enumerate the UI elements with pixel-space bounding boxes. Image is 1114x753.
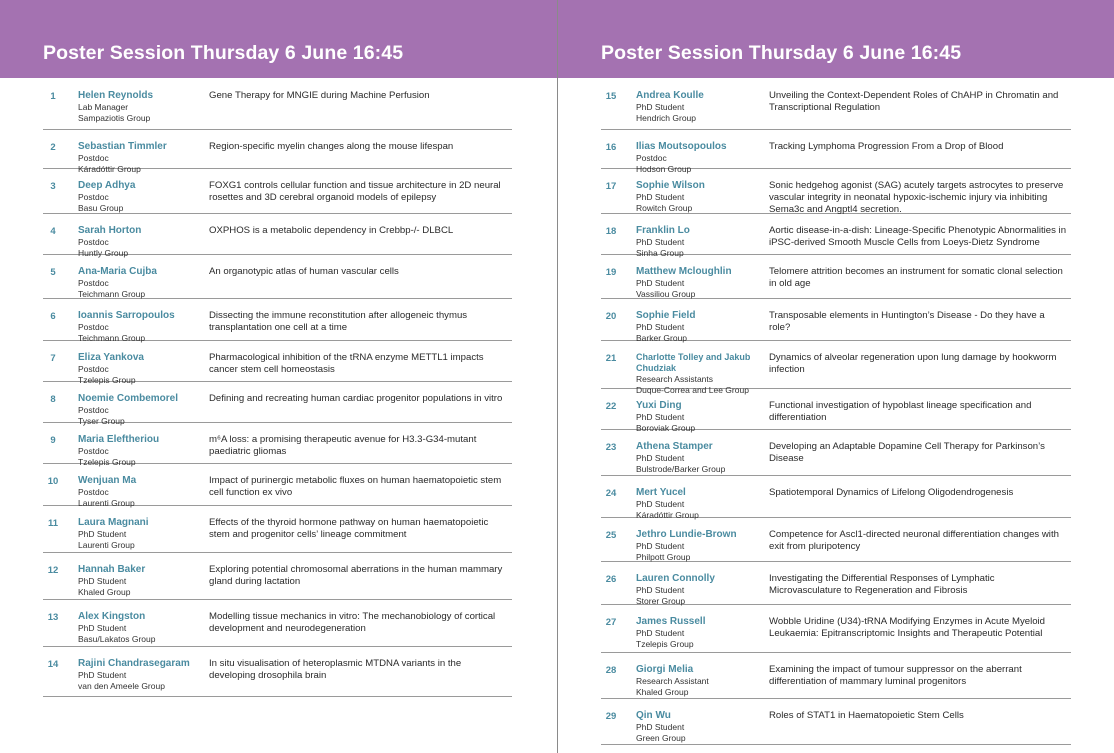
presenter-name: Yuxi Ding xyxy=(636,400,682,411)
poster-title: Aortic disease-in-a-dish: Lineage-Specific Phenotypic Abnormalities in iPSC-derived Smooth Muscle Cells from Loeys-Dietz Syndrome xyxy=(769,225,1067,248)
poster-number: 27 xyxy=(605,617,617,628)
presenter xyxy=(636,266,764,300)
poster-title: Roles of STAT1 in Haematopoietic Stem Cells xyxy=(769,710,964,721)
poster-number: 13 xyxy=(47,612,59,623)
poster-row xyxy=(43,213,512,258)
presenter-name: Ioannis Sarropoulos xyxy=(78,310,175,321)
poster-row xyxy=(601,298,1071,341)
poster-title: Defining and recreating human cardiac progenitor populations in vitro xyxy=(209,393,503,404)
presenter-group: Vassiliou Group xyxy=(636,289,696,299)
presenter xyxy=(636,310,764,344)
presenter-group: Laurenti Group xyxy=(78,498,135,508)
presenter xyxy=(78,564,206,598)
poster-title: Competence for Ascl1-directed neuronal differentiation changes with exit from pluripotency xyxy=(769,529,1059,552)
presenter-name: Hannah Baker xyxy=(78,564,146,575)
presenter-name: Ana-Maria Cujba xyxy=(78,266,157,277)
poster-number: 28 xyxy=(605,665,617,676)
presenter xyxy=(636,441,764,475)
presenter-role: Research Assistants xyxy=(636,374,714,384)
poster-number: 20 xyxy=(605,311,617,322)
poster-title: Examining the impact of tumour suppressor on the aberrant differentiation of mammary luminal progenitors xyxy=(769,664,1022,687)
presenter-name: James Russell xyxy=(636,616,706,627)
presenter-name: Giorgi Melia xyxy=(636,664,694,675)
presenter xyxy=(636,710,764,744)
presenter-role: PhD Student xyxy=(78,576,127,586)
presenter xyxy=(78,611,206,645)
presenter-name: Alex Kingston xyxy=(78,611,146,622)
poster-row xyxy=(43,646,512,697)
presenter-role: Postdoc xyxy=(78,153,109,163)
presenter-group: Sinha Group xyxy=(636,248,684,258)
presenter xyxy=(78,658,206,692)
poster-number: 16 xyxy=(605,142,617,153)
poster-number: 19 xyxy=(605,267,617,278)
presenter-role: PhD Student xyxy=(636,322,685,332)
presenter-role: Postdoc xyxy=(78,237,109,247)
poster-number: 10 xyxy=(47,476,59,487)
poster-number: 7 xyxy=(50,353,56,364)
presenter-name: Sophie Field xyxy=(636,310,696,321)
presenter-group: Boroviak Group xyxy=(636,423,696,433)
page-title: Poster Session Thursday 6 June 16:45 xyxy=(601,42,962,64)
poster-number: 21 xyxy=(605,353,617,364)
presenter-name: Mert Yucel xyxy=(636,487,686,498)
presenter xyxy=(78,266,206,300)
poster-title: Pharmacological inhibition of the tRNA enzyme METTL1 impacts cancer stem cell homeostasis xyxy=(209,352,484,375)
poster-title: In situ visualisation of heteroplasmic MTDNA variants in the developing drosophila brain xyxy=(209,658,462,681)
poster-row xyxy=(601,429,1071,476)
poster-title: Exploring potential chromosomal aberrations in the human mammary gland during lactation xyxy=(209,564,503,587)
poster-title: Impact of purinergic metabolic fluxes on human haematopoietic stem cell function ex vivo xyxy=(209,475,502,498)
presenter-name: Sarah Horton xyxy=(78,225,142,236)
presenter-group: Storer Group xyxy=(636,596,686,606)
presenter-role: PhD Student xyxy=(636,237,685,247)
presenter-group: van den Ameele Group xyxy=(78,681,165,691)
presenter xyxy=(78,310,206,344)
poster-title: An organotypic atlas of human vascular cells xyxy=(209,266,399,277)
poster-number: 25 xyxy=(605,530,617,541)
presenter-name: Maria Eleftheriou xyxy=(78,434,160,445)
presenter-role: PhD Student xyxy=(636,585,685,595)
presenter xyxy=(636,90,764,124)
poster-title: Modelling tissue mechanics in vitro: The mechanobiology of cortical development and neurodegeneration xyxy=(209,611,496,634)
presenter-role: PhD Student xyxy=(636,541,685,551)
presenter-name: Helen Reynolds xyxy=(78,90,154,101)
presenter-role: PhD Student xyxy=(636,628,685,638)
poster-title: FOXG1 controls cellular function and tissue architecture in 2D neural rosettes and 3D cerebral organoid models of epilepsy xyxy=(209,180,501,203)
presenter-role: Research Assistant xyxy=(636,676,709,686)
header-banner xyxy=(558,0,1114,78)
presenter-group: Basu/Lakatos Group xyxy=(78,634,156,644)
poster-row xyxy=(601,168,1071,214)
poster-number: 23 xyxy=(605,442,617,453)
presenter-group: Khaled Group xyxy=(636,687,689,697)
poster-title: Sonic hedgehog agonist (SAG) acutely targets astrocytes to preserve vascular integrity in neonatal hypoxic-ischemic injury via inhibiting Sema3c and Angptl4 secretion. xyxy=(769,180,1064,215)
poster-row xyxy=(601,604,1071,653)
presenter xyxy=(636,573,764,607)
presenter-name: Wenjuan Ma xyxy=(78,475,137,486)
presenter-group: Philpott Group xyxy=(636,552,691,562)
presenter-name: Jethro Lundie-Brown xyxy=(636,529,737,540)
presenter-role: PhD Student xyxy=(636,412,685,422)
presenter-role: Postdoc xyxy=(78,322,109,332)
poster-number: 24 xyxy=(605,488,617,499)
presenter-group: Sampaziotis Group xyxy=(78,113,151,123)
poster-row xyxy=(43,552,512,600)
presenter-name: Matthew Mcloughlin xyxy=(636,266,732,277)
poster-row xyxy=(601,213,1071,258)
presenter-group: Hendrich Group xyxy=(636,113,697,123)
presenter-group: Tyser Group xyxy=(78,416,125,426)
poster-title: Dynamics of alveolar regeneration upon lung damage by hookworm infection xyxy=(769,352,1057,375)
poster-row xyxy=(601,475,1071,518)
presenter-group: Khaled Group xyxy=(78,587,131,597)
poster-title: Transposable elements in Huntington’s Disease - Do they have a role? xyxy=(769,310,1045,333)
poster-title: Investigating the Differential Responses of Lymphatic Microvasculature to Regeneration and Fibrosis xyxy=(769,573,995,596)
poster-number: 14 xyxy=(47,659,59,670)
header-banner xyxy=(0,0,557,78)
presenter-group: Tzelepis Group xyxy=(78,375,136,385)
poster-row xyxy=(43,340,512,385)
presenter-role: PhD Student xyxy=(636,192,685,202)
poster-number: 9 xyxy=(50,435,56,446)
presenter-role: PhD Student xyxy=(636,278,685,288)
presenter-name: Qin Wu xyxy=(636,710,671,721)
presenter-group: Teichmann Group xyxy=(78,333,146,343)
presenter-group: Green Group xyxy=(636,733,686,743)
presenter-name: Lauren Connolly xyxy=(636,573,715,584)
poster-row xyxy=(601,652,1071,699)
poster-row xyxy=(43,505,512,553)
poster-title: Wobble Uridine (U34)-tRNA Modifying Enzymes in Acute Myeloid Leukaemia: Epitranscriptomic Insights and Therapeutic Potential xyxy=(769,616,1046,639)
poster-number: 3 xyxy=(50,181,56,192)
presenter-role: PhD Student xyxy=(78,670,127,680)
poster-title: Functional investigation of hypoblast lineage specification and differentiation xyxy=(769,400,1032,423)
poster-row xyxy=(43,168,512,214)
poster-number: 8 xyxy=(50,394,56,405)
presenter-role: PhD Student xyxy=(78,623,127,633)
presenter-name: Andrea Koulle xyxy=(636,90,704,101)
presenter-role: Postdoc xyxy=(78,278,109,288)
presenter-role: Lab Manager xyxy=(78,102,129,112)
poster-title: Tracking Lymphoma Progression From a Drop of Blood xyxy=(769,141,1004,152)
poster-number: 6 xyxy=(50,311,56,322)
poster-row xyxy=(601,561,1071,605)
presenter-role: Postdoc xyxy=(78,405,109,415)
poster-number: 22 xyxy=(605,401,617,412)
poster-row xyxy=(601,78,1071,130)
poster-title: Dissecting the immune reconstitution after allogeneic thymus transplantation one cell at a time xyxy=(209,310,468,333)
presenter-name: Deep Adhya xyxy=(78,180,136,191)
poster-row xyxy=(601,340,1071,395)
presenter xyxy=(78,475,206,509)
poster-number: 29 xyxy=(605,711,617,722)
presenter-role: PhD Student xyxy=(636,453,685,463)
presenter-name: Eliza Yankova xyxy=(78,352,144,363)
presenter-group: Teichmann Group xyxy=(78,289,146,299)
poster-number: 11 xyxy=(47,518,59,529)
presenter-group: Laurenti Group xyxy=(78,540,135,550)
presenter-role: Postdoc xyxy=(78,192,109,202)
poster-number: 2 xyxy=(50,142,56,153)
presenter-name: Laura Magnani xyxy=(78,517,149,528)
presenter xyxy=(78,90,206,124)
presenter-group: Tzelepis Group xyxy=(636,639,694,649)
poster-row xyxy=(601,698,1071,745)
presenter xyxy=(636,664,764,698)
presenter-group: Huntly Group xyxy=(78,248,129,258)
poster-title: m⁶A loss: a promising therapeutic avenue for H3.3-G34-mutant paediatric gliomas xyxy=(209,434,477,457)
presenter-name: Ilias Moutsopoulos xyxy=(636,141,727,152)
poster-title: Telomere attrition becomes an instrument for somatic clonal selection in old age xyxy=(769,266,1063,289)
presenter-name: Sebastian Timmler xyxy=(78,141,167,152)
presenter-group: Káradóttir Group xyxy=(78,164,141,174)
presenter-group: Barker Group xyxy=(636,333,688,343)
poster-row xyxy=(43,381,512,426)
poster-row xyxy=(43,78,512,130)
presenter-group: Basu Group xyxy=(78,203,124,213)
poster-row xyxy=(601,254,1071,299)
presenter-group: Rowitch Group xyxy=(636,203,693,213)
poster-number: 17 xyxy=(605,181,617,192)
presenter-name: Noemie Combemorel xyxy=(78,393,179,404)
poster-row xyxy=(43,422,512,467)
poster-title: Unveiling the Context-Dependent Roles of ChAHP in Chromatin and Transcriptional Regulation xyxy=(769,90,1059,113)
presenter-group: Duque-Correa and Lee Group xyxy=(636,385,749,395)
poster-row xyxy=(43,463,512,506)
poster-row xyxy=(43,599,512,647)
poster-row xyxy=(43,298,512,341)
presenter-role: Postdoc xyxy=(78,364,109,374)
poster-row xyxy=(43,254,512,299)
presenter-role: Postdoc xyxy=(636,153,667,163)
presenter-role: PhD Student xyxy=(636,102,685,112)
page-title: Poster Session Thursday 6 June 16:45 xyxy=(43,42,404,64)
poster-title: Gene Therapy for MNGIE during Machine Perfusion xyxy=(209,90,430,101)
presenter-group: Káradóttir Group xyxy=(636,510,699,520)
poster-title: Region-specific myelin changes along the mouse lifespan xyxy=(209,141,454,152)
presenter-group: Bulstrode/Barker Group xyxy=(636,464,726,474)
poster-number: 18 xyxy=(605,226,617,237)
poster-number: 26 xyxy=(605,574,617,585)
poster-title: Spatiotemporal Dynamics of Lifelong Oligodendrogenesis xyxy=(769,487,1014,498)
presenter-name: Charlotte Tolley and Jakub Chudziak xyxy=(636,352,751,373)
presenter-role: PhD Student xyxy=(78,529,127,539)
poster-number: 12 xyxy=(47,565,59,576)
poster-row xyxy=(43,129,512,174)
poster-title: OXPHOS is a metabolic dependency in Crebbp-/- DLBCL xyxy=(209,225,454,236)
poster-number: 15 xyxy=(605,91,617,102)
poster-row xyxy=(601,388,1071,433)
presenter-name: Sophie Wilson xyxy=(636,180,705,191)
poster-number: 1 xyxy=(50,91,56,102)
poster-title: Effects of the thyroid hormone pathway on human haematopoietic stem and progenitor cells’ lineage commitment xyxy=(209,517,489,540)
presenter xyxy=(636,616,764,650)
poster-number: 4 xyxy=(50,226,56,237)
presenter xyxy=(636,529,764,563)
presenter xyxy=(636,487,764,521)
presenter-group: Tzelepis Group xyxy=(78,457,136,467)
presenter-name: Rajini Chandrasegaram xyxy=(78,658,190,669)
poster-number: 5 xyxy=(50,267,56,278)
presenter-role: Postdoc xyxy=(78,446,109,456)
presenter-name: Athena Stamper xyxy=(636,441,713,452)
poster-row xyxy=(601,517,1071,562)
presenter-role: PhD Student xyxy=(636,499,685,509)
presenter xyxy=(78,517,206,551)
presenter xyxy=(636,180,764,214)
right-page xyxy=(558,0,1114,753)
presenter-role: PhD Student xyxy=(636,722,685,732)
poster-title: Developing an Adaptable Dopamine Cell Therapy for Parkinson’s Disease xyxy=(769,441,1045,464)
presenter-group: Hodson Group xyxy=(636,164,692,174)
poster-row xyxy=(601,129,1071,174)
presenter-role: Postdoc xyxy=(78,487,109,497)
presenter xyxy=(78,180,206,214)
presenter-name: Franklin Lo xyxy=(636,225,690,236)
